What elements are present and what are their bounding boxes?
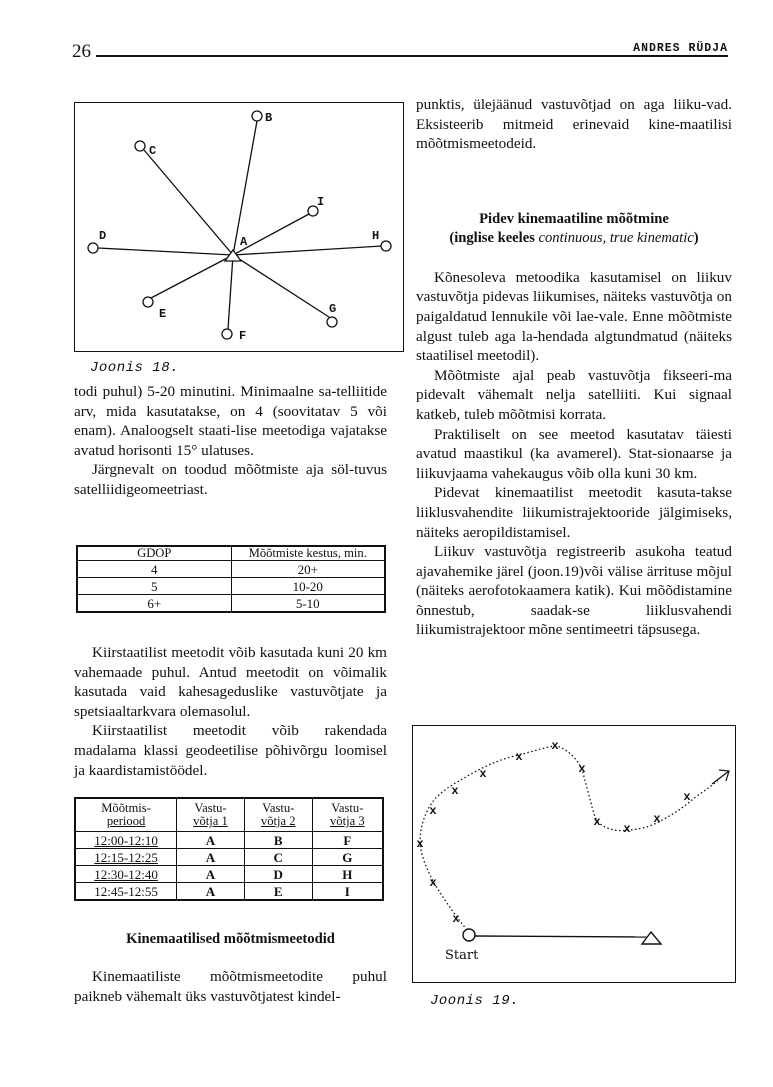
table-row bbox=[75, 832, 383, 849]
table-cell: H bbox=[312, 866, 383, 883]
figure-18-star-diagram bbox=[73, 101, 403, 351]
paragraph: todi puhul) 5-20 minutini. Minimaalne sa-telliitide arv, mida kasutatakse, on 4 (soovitatav 5 või enam). Analoogselt staati-lise meetodiga vajatakse avatud horisonti 15° ulatuses. bbox=[74, 383, 387, 459]
start-label: Start bbox=[445, 948, 479, 964]
paragraph: Liikuv vastuvõtja registreerib asukoha teatud ajavahemike järel (joon.19)või välise ärrituse mõjul (näiteks aerofotokaamera katik). Kui mõõdistamine õnnestub, saadak-se liiklusvahendi liikumistrajektoor mõne sentimeetri täpsusega. bbox=[416, 543, 732, 639]
table-cell: A bbox=[177, 866, 245, 883]
table-cell: E bbox=[244, 883, 312, 901]
table-cell: 12:30-12:40 bbox=[75, 866, 177, 883]
paragraph: punktis, ülejäänud vastuvõtjad on aga liiku-vad. Eksisteerib mitmeid erinevaid kine-maatilisi mõõtmismeetodeid. bbox=[416, 96, 732, 153]
table-cell: A bbox=[177, 832, 245, 849]
table-cell: I bbox=[312, 883, 383, 901]
track-point-marker-icon: x bbox=[515, 750, 524, 765]
paragraph: Järgnevalt on toodud mõõtmiste aja söl-tuvus satelliidigeomeetriast. bbox=[74, 461, 387, 498]
table-row bbox=[75, 849, 383, 866]
left-column-bottom bbox=[74, 930, 387, 1006]
table-cell: F bbox=[312, 832, 383, 849]
column-header-receiver-3: Vastu- võtja 3 bbox=[312, 798, 383, 832]
track-point-marker-icon: x bbox=[429, 804, 438, 819]
figure-18-caption: Joonis 18. bbox=[90, 360, 180, 376]
column-header: GDOP bbox=[77, 546, 231, 561]
table-row bbox=[77, 561, 385, 578]
table-cell: 6+ bbox=[77, 595, 231, 613]
track-point-marker-icon: x bbox=[593, 815, 602, 830]
paragraph: Praktiliselt on see meetod kasutatav täiesti avatud maastikul (ka avamerel). Stat-sionaarse ja liikuvjaama vahekaugus võib olla kuni 30 km. bbox=[416, 425, 732, 482]
paragraph: Kiirstaatilist meetodit võib rakendada madalama klassi geodeetilise põhivõrgu loomisel ja kaardistamistöödel. bbox=[74, 722, 387, 779]
paragraph: Kõnesoleva metoodika kasutamisel on liikuv vastuvõtja pidevas liikumises, näiteks vastuvõtja on paigaldatud lennukile või lae-vale. Enne mõõtmiste algust tuleb aga la-hendada algtundmatud (näiteks staatilisel meetodil). bbox=[416, 268, 732, 365]
point-label-b: B bbox=[265, 111, 273, 126]
table-row bbox=[77, 595, 385, 613]
table-cell: 10-20 bbox=[231, 578, 385, 595]
table-cell: C bbox=[244, 849, 312, 866]
table-cell: 4 bbox=[77, 561, 231, 578]
table-cell: A bbox=[177, 849, 245, 866]
table-cell: 12:45-12:55 bbox=[75, 883, 177, 901]
table-header-row bbox=[75, 798, 383, 832]
track-point-marker-icon: x bbox=[429, 876, 438, 891]
table-row bbox=[77, 578, 385, 595]
paragraph: Kinemaatiliste mõõtmismeetodite puhul paikneb vähemalt üks vastuvõtjatest kindel- bbox=[74, 968, 387, 1005]
start-point-icon bbox=[463, 929, 475, 941]
point-label-d: D bbox=[99, 229, 107, 244]
table-cell: 5 bbox=[77, 578, 231, 595]
table-cell: 12:00-12:10 bbox=[75, 832, 177, 849]
page-number: 26 bbox=[72, 41, 91, 62]
column-header-receiver-2: Vastu- võtja 2 bbox=[244, 798, 312, 832]
right-column bbox=[416, 95, 732, 640]
section-heading-continuous-kinematic: Pidev kinemaatiline mõõtmine (inglise keeles continuous, true kinematic) bbox=[449, 210, 699, 246]
center-label-a: A bbox=[240, 235, 248, 250]
track-point-marker-icon: x bbox=[551, 739, 560, 754]
track-point-marker-icon: x bbox=[623, 822, 632, 837]
track-point-marker-icon: x bbox=[452, 912, 461, 927]
figure-19-frame bbox=[412, 725, 736, 983]
table-cell: A bbox=[177, 883, 245, 901]
figure-19-trajectory-diagram bbox=[411, 724, 735, 982]
column-header-receiver-1: Vastu- võtja 1 bbox=[177, 798, 245, 832]
table-cell: 20+ bbox=[231, 561, 385, 578]
header-rule bbox=[96, 55, 728, 57]
point-label-f: F bbox=[239, 329, 247, 344]
point-label-e: E bbox=[159, 307, 167, 322]
table-cell: 5-10 bbox=[231, 595, 385, 613]
receiver-schedule-table bbox=[74, 797, 384, 901]
point-label-c: C bbox=[149, 144, 157, 159]
track-point-marker-icon: x bbox=[653, 812, 662, 827]
track-point-marker-icon: x bbox=[451, 784, 460, 799]
table-cell: D bbox=[244, 866, 312, 883]
section-heading: Kinemaatilised mõõtmismeetodid bbox=[126, 931, 335, 947]
left-column-middle bbox=[74, 643, 387, 780]
left-column-top bbox=[74, 382, 387, 500]
table-row bbox=[75, 866, 383, 883]
paragraph: Mõõtmiste ajal peab vastuvõtja fikseeri-ma pidevalt vähemalt nelja satelliiti. Kui signaal katkeb, tuleb mõõtmisi korrata. bbox=[416, 366, 732, 423]
table-row bbox=[75, 883, 383, 901]
point-label-g: G bbox=[329, 302, 337, 317]
point-label-i: I bbox=[317, 195, 325, 210]
paragraph: Kiirstaatilist meetodit võib kasutada kuni 20 km vahemaade puhul. Antud meetodit on võimalik kasutada vaid kahesageduslike vastuvõtjate ja spetsiaaltarkvara olemasolul. bbox=[74, 644, 387, 720]
track-point-marker-icon: x bbox=[416, 837, 425, 852]
paragraph: Pidevat kinemaatilist meetodit kasuta-takse liiklusvahendite liikumistrajektooride jälgimiseks, näiteks aeropildistamisel. bbox=[416, 484, 732, 541]
gdop-table bbox=[76, 545, 386, 613]
table-cell: G bbox=[312, 849, 383, 866]
track-point-marker-icon: x bbox=[578, 762, 587, 777]
table-header-row bbox=[77, 546, 385, 561]
running-head: ANDRES RÜDJA bbox=[633, 42, 728, 55]
column-header: Mõõtmiste kestus, min. bbox=[231, 546, 385, 561]
track-point-marker-icon: x bbox=[683, 790, 692, 805]
figure-18-frame bbox=[74, 102, 404, 352]
point-label-h: H bbox=[372, 229, 380, 244]
track-point-marker-icon: x bbox=[479, 767, 488, 782]
table-cell: 12:15-12:25 bbox=[75, 849, 177, 866]
figure-19-caption: Joonis 19. bbox=[430, 993, 520, 1009]
column-header-period: Mõõtmis- periood bbox=[75, 798, 177, 832]
base-station-triangle-icon bbox=[642, 932, 661, 944]
table-cell: B bbox=[244, 832, 312, 849]
